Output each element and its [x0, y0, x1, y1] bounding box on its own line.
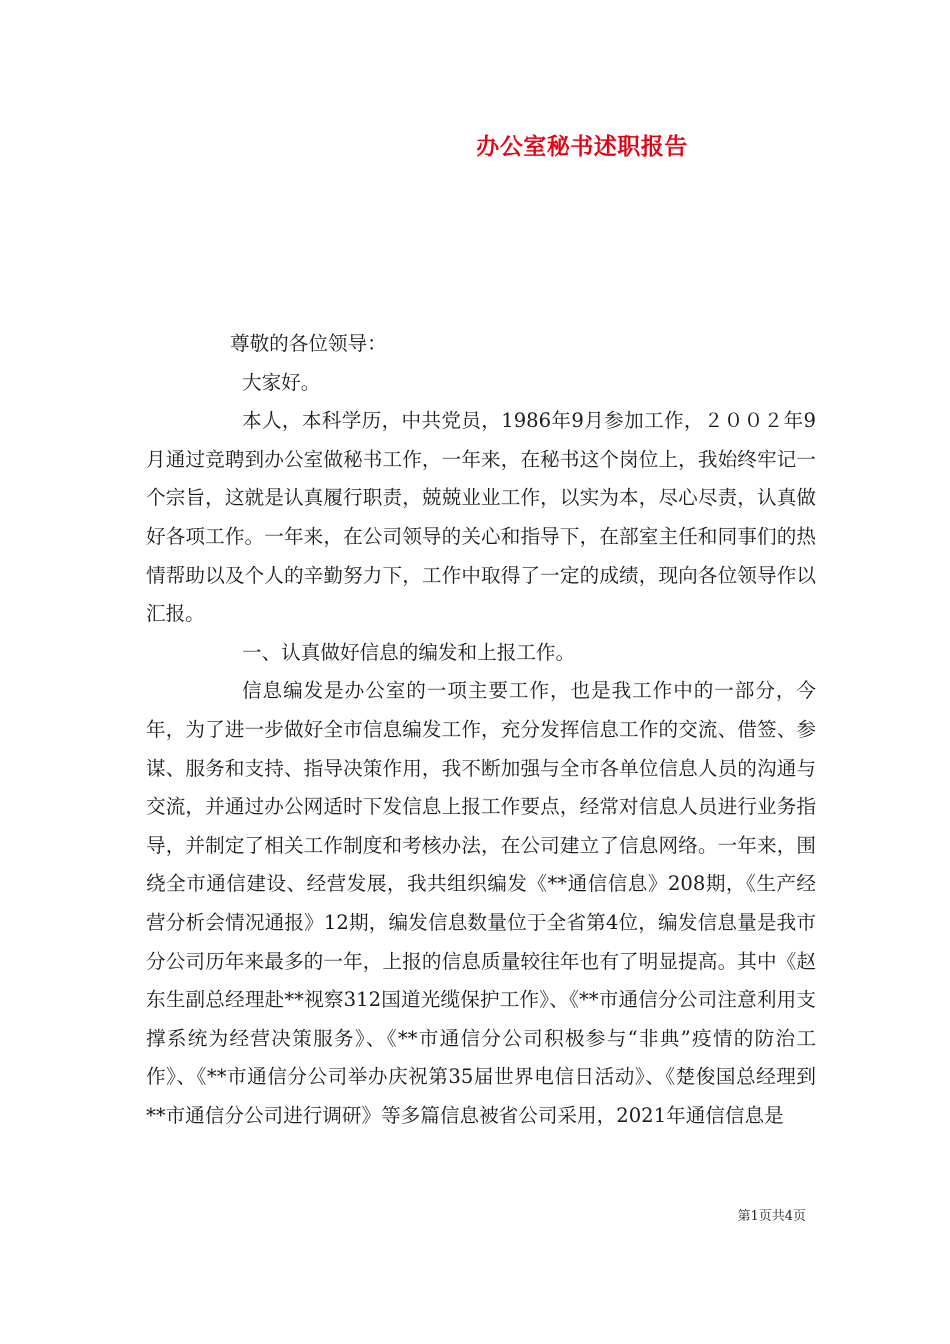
- salutation: 尊敬的各位领导：: [230, 332, 387, 355]
- paragraph-introduction: 本人，本科学历，中共党员，1986年9月参加工作，２００２年9月通过竞聘到办公室做秘书工作，一年来，在秘书这个岗位上，我始终牢记一个宗旨，这就是认真履行职责，兢兢业业工作，以实为本，尽心尽责，认真做好各项工作。一年来，在公司领导的关心和指导下，在部室主任和同事们的热情帮助以及个人的辛勤努力下，工作中取得了一定的成绩，现向各位领导作以汇报。: [146, 409, 816, 626]
- section-heading: 一、认真做好信息的编发和上报工作。: [242, 640, 576, 664]
- document-title: 办公室秘书述职报告: [476, 133, 688, 160]
- greeting: 大家好。: [242, 370, 321, 394]
- paragraph-information-work: 信息编发是办公室的一项主要工作，也是我工作中的一部分，今年，为了进一步做好全市信息编发工作，充分发挥信息工作的交流、借签、参谋、服务和支持、指导决策作用，我不断加强与全市各单位信息人员的沟通与交流，并通过办公网适时下发信息上报工作要点，经常对信息人员进行业务指导，并制定了相关工作制度和考核办法，在公司建立了信息网络。一年来，围绕全市通信建设、经营发展，我共组织编发《**通信信息》208期，《生产经营分析会情况通报》12期，编发信息数量位于全省第4位，编发信息量是我市分公司历年来最多的一年，上报的信息质量较往年也有了明显提高。其中《赵东生副总经理赴**视察312国道光缆保护工作》、《**市通信分公司注意利用支撑系统为经营决策服务》、《**市通信分公司积极参与“非典”疫情的防治工作》、《**市通信分公司举办庆祝第35届世界电信日活动》、《楚俊国总经理到**市通信分公司进行调研》等多篇信息被省公司采用，2021年通信信息是: [146, 679, 816, 1127]
- page-number: 第1页共4页: [737, 1209, 806, 1224]
- document-body: [146, 325, 816, 1135]
